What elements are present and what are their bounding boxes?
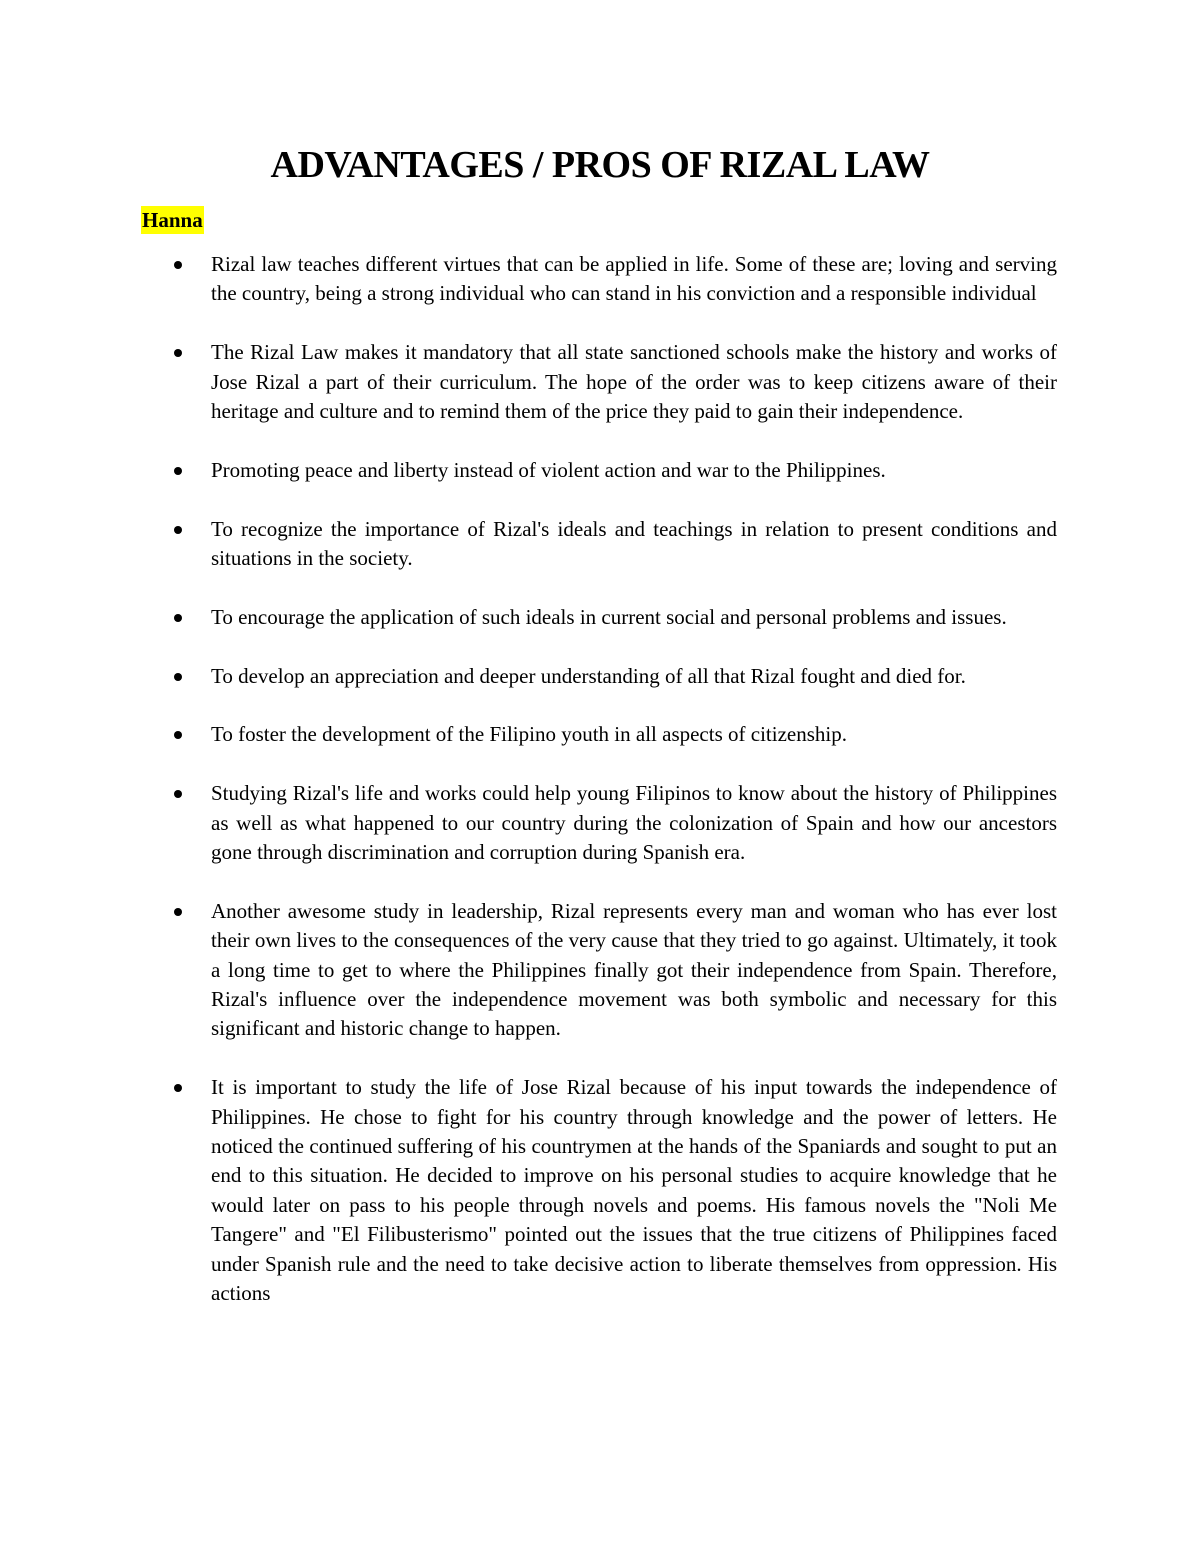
list-item: [211, 897, 1057, 1044]
bullet-icon: [174, 614, 182, 622]
list-item: [211, 515, 1057, 574]
bullet-icon: [174, 1084, 182, 1092]
list-item: [211, 603, 1057, 632]
bullet-icon: [174, 349, 182, 357]
list-item: [211, 456, 1057, 485]
list-item-text: Another awesome study in leadership, Rizal represents every man and woman who has ever lost their own lives to the consequences of the very cause that they tried to go against. Ultimately, it took a long time to get to where the Philippines finally got their independence from Spain. Therefore, Rizal's influence over the independence movement was both symbolic and necessary for this significant and historic change to happen.: [211, 898, 1057, 1041]
bullet-icon: [174, 467, 182, 475]
bullet-icon: [174, 261, 182, 269]
bullet-icon: [174, 673, 182, 681]
advantages-bullet-list: [0, 250, 1200, 1338]
page-title: ADVANTAGES / PROS OF RIZAL LAW: [270, 144, 930, 186]
list-item: [211, 720, 1057, 749]
list-item-text: To encourage the application of such ideals in current social and personal problems and issues.: [211, 604, 1007, 629]
bullet-icon: [174, 908, 182, 916]
list-item-text: Promoting peace and liberty instead of violent action and war to the Philippines.: [211, 457, 886, 482]
list-item-text: Studying Rizal's life and works could help young Filipinos to know about the history of Philippines as well as what happened to our country during the colonization of Spain and how our ancestors gone through discrimination and corruption during Spanish era.: [211, 781, 1057, 865]
list-item: [211, 250, 1057, 309]
list-item-text: Rizal law teaches different virtues that can be applied in life. Some of these are; loving and serving the country, being a strong individual who can stand in his conviction and a responsible individual: [211, 252, 1057, 306]
list-item: [211, 1073, 1057, 1308]
list-item-text: The Rizal Law makes it mandatory that all state sanctioned schools make the history and works of Jose Rizal a part of their curriculum. The hope of the order was to keep citizens aware of their heritage and culture and to remind them of the price they paid to gain their independence.: [211, 340, 1057, 424]
list-item-text: To develop an appreciation and deeper understanding of all that Rizal fought and died for.: [211, 663, 966, 688]
bullet-icon: [174, 790, 182, 798]
list-item: [211, 662, 1057, 691]
list-item: [211, 338, 1057, 426]
author-name-highlighted: Hanna: [142, 208, 203, 232]
list-item-text: To recognize the importance of Rizal's ideals and teachings in relation to present conditions and situations in the society.: [211, 516, 1057, 571]
bullet-icon: [174, 526, 182, 534]
list-item-text: To foster the development of the Filipino youth in all aspects of citizenship.: [211, 722, 847, 747]
list-item-text: It is important to study the life of Jose Rizal because of his input towards the independence of Philippines. He chose to fight for his country through knowledge and the power of letters. He noticed the continued suffering of his countrymen at the hands of the Spaniards and sought to put an end to this situation. He decided to improve on his personal studies to acquire knowledge that he would later on pass to his people through novels and poems. His famous novels the "Noli Me Tangere" and "El Filibusterismo" pointed out the issues that the true citizens of Philippines faced under Spanish rule and the need to take decisive action to liberate themselves from oppression. His actions: [211, 1075, 1057, 1306]
bullet-icon: [174, 731, 182, 739]
list-item: [211, 779, 1057, 867]
